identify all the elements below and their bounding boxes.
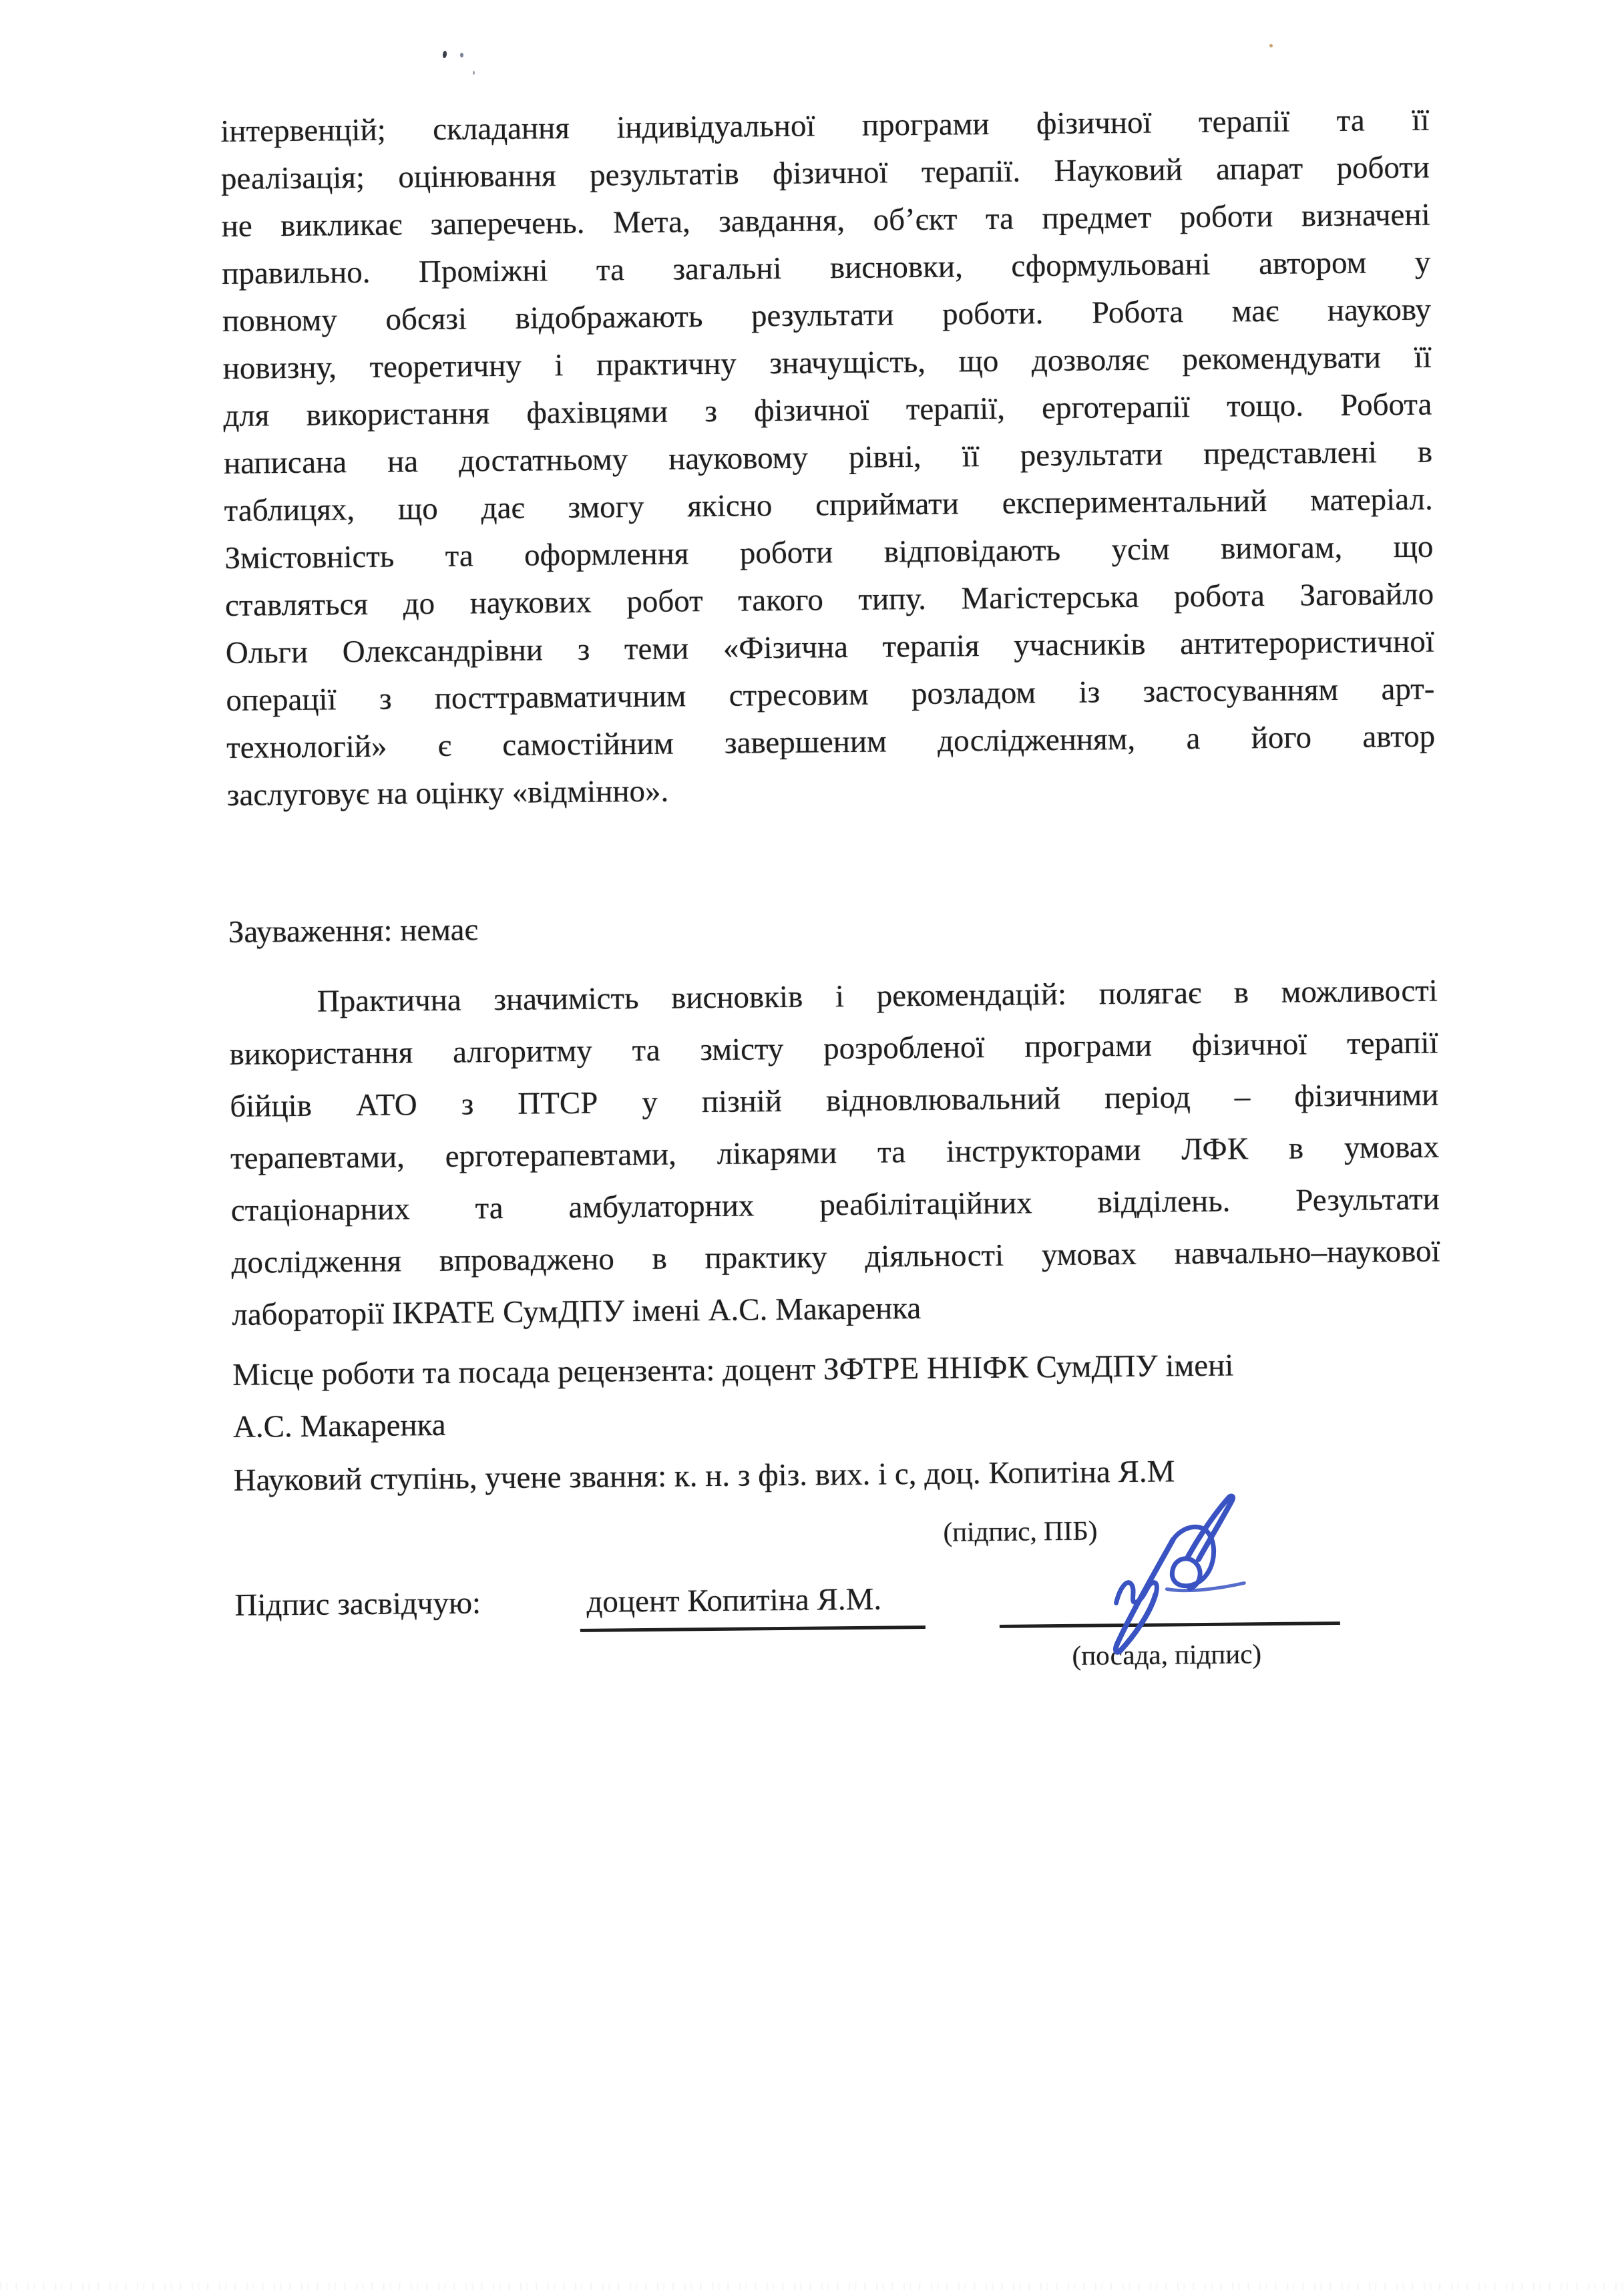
text-line: реалізація; оцінювання результатів фізичної терапії. Науковий апарат роботи: [220, 150, 1430, 196]
text-line: інтервенцій; складання індивідуальної програми фізичної терапії та її: [220, 102, 1430, 149]
text-line: написана на достатньому науковому рівні, її результати представлені в: [223, 434, 1433, 481]
degree-line: Науковий ступінь, учене звання: к. н. з фіз. вих. і с, доц. Копитіна Я.М: [233, 1454, 1175, 1498]
text-line: Змістовність та оформлення роботи відповідають усім вимогам, що: [224, 529, 1434, 576]
handwritten-signature-icon: [1087, 1487, 1249, 1656]
text-line: терапевтами, ерготерапевтами, лікарями та інструкторами ЛФК в умовах: [230, 1129, 1440, 1176]
certify-value: доцент Копитіна Я.М.: [580, 1575, 925, 1632]
text-line: таблицях, що дає змогу якісно сприймати експериментальний матеріал.: [224, 482, 1433, 528]
text-line: бійців АТО з ПТСР у пізній відновлювальний період – фізичними: [230, 1077, 1439, 1124]
scan-speck: [460, 53, 463, 57]
text-line: стаціонарних та амбулаторних реабілітаційних відділень. Результати: [230, 1181, 1440, 1228]
scan-speck: [1269, 44, 1273, 47]
text-line: А.С. Макаренка: [232, 1407, 446, 1445]
text-line: повному обсязі відображають результати роботи. Робота має наукову: [222, 292, 1432, 339]
text-line: не викликає заперечень. Мета, завдання, об’єкт та предмет роботи визначені: [221, 197, 1430, 244]
certify-label: Підпис засвідчую:: [234, 1585, 481, 1623]
practical-significance-paragraph: [228, 965, 1440, 1341]
scan-speck: [442, 51, 447, 59]
signature-caption-bottom: (посада, підпис): [1072, 1638, 1262, 1671]
scan-noise-band: [0, 2283, 1624, 2290]
text-line: новизну, теоретичну і практичну значущість, що дозволяє рекомендувати її: [222, 339, 1432, 386]
text-line: технологій» є самостійним завершеним дослідженням, а його автор: [226, 719, 1436, 765]
workplace-block: [232, 1338, 1442, 1453]
text-line: Ольги Олександрівни з теми «Фізична терапія учасників антитерористичної: [225, 624, 1434, 671]
text-line: для використання фахівцями з фізичної терапії, ерготерапії тощо. Робота: [223, 387, 1432, 433]
text-line: Практична значимість висновків і рекомендацій: полягає в можливості: [317, 973, 1438, 1019]
text-line: лабораторії ІКРАТЕ СумДПУ імені А.С. Макаренка: [232, 1291, 922, 1332]
text-line: використання алгоритму та змісту розробленої програми фізичної терапії: [229, 1025, 1438, 1072]
text-line: заслуговує на оцінку «відмінно».: [226, 773, 669, 813]
text-line: дослідження впроваджено в практику діяльності умовах навчально–наукової: [231, 1233, 1440, 1280]
text-line: операції з посттравматичним стресовим розладом із застосуванням арт-: [226, 671, 1435, 718]
text-line: ставляться до наукових робот такого типу. Магістерська робота Заговайло: [224, 576, 1434, 623]
remark-line: Зауваження: немає: [228, 912, 478, 950]
scan-speck: [473, 71, 475, 75]
signature-caption-top: (підпис, ПІБ): [943, 1515, 1098, 1547]
document-content: [220, 97, 1445, 1756]
text-line: Місце роботи та посада рецензента: доцент ЗФТРЕ ННІФК СумДПУ імені: [232, 1348, 1234, 1392]
text-line: правильно. Проміжні та загальні висновки, сформульовані автором у: [222, 244, 1431, 291]
body-paragraph: [220, 97, 1436, 819]
certify-row: [234, 1571, 1444, 1756]
